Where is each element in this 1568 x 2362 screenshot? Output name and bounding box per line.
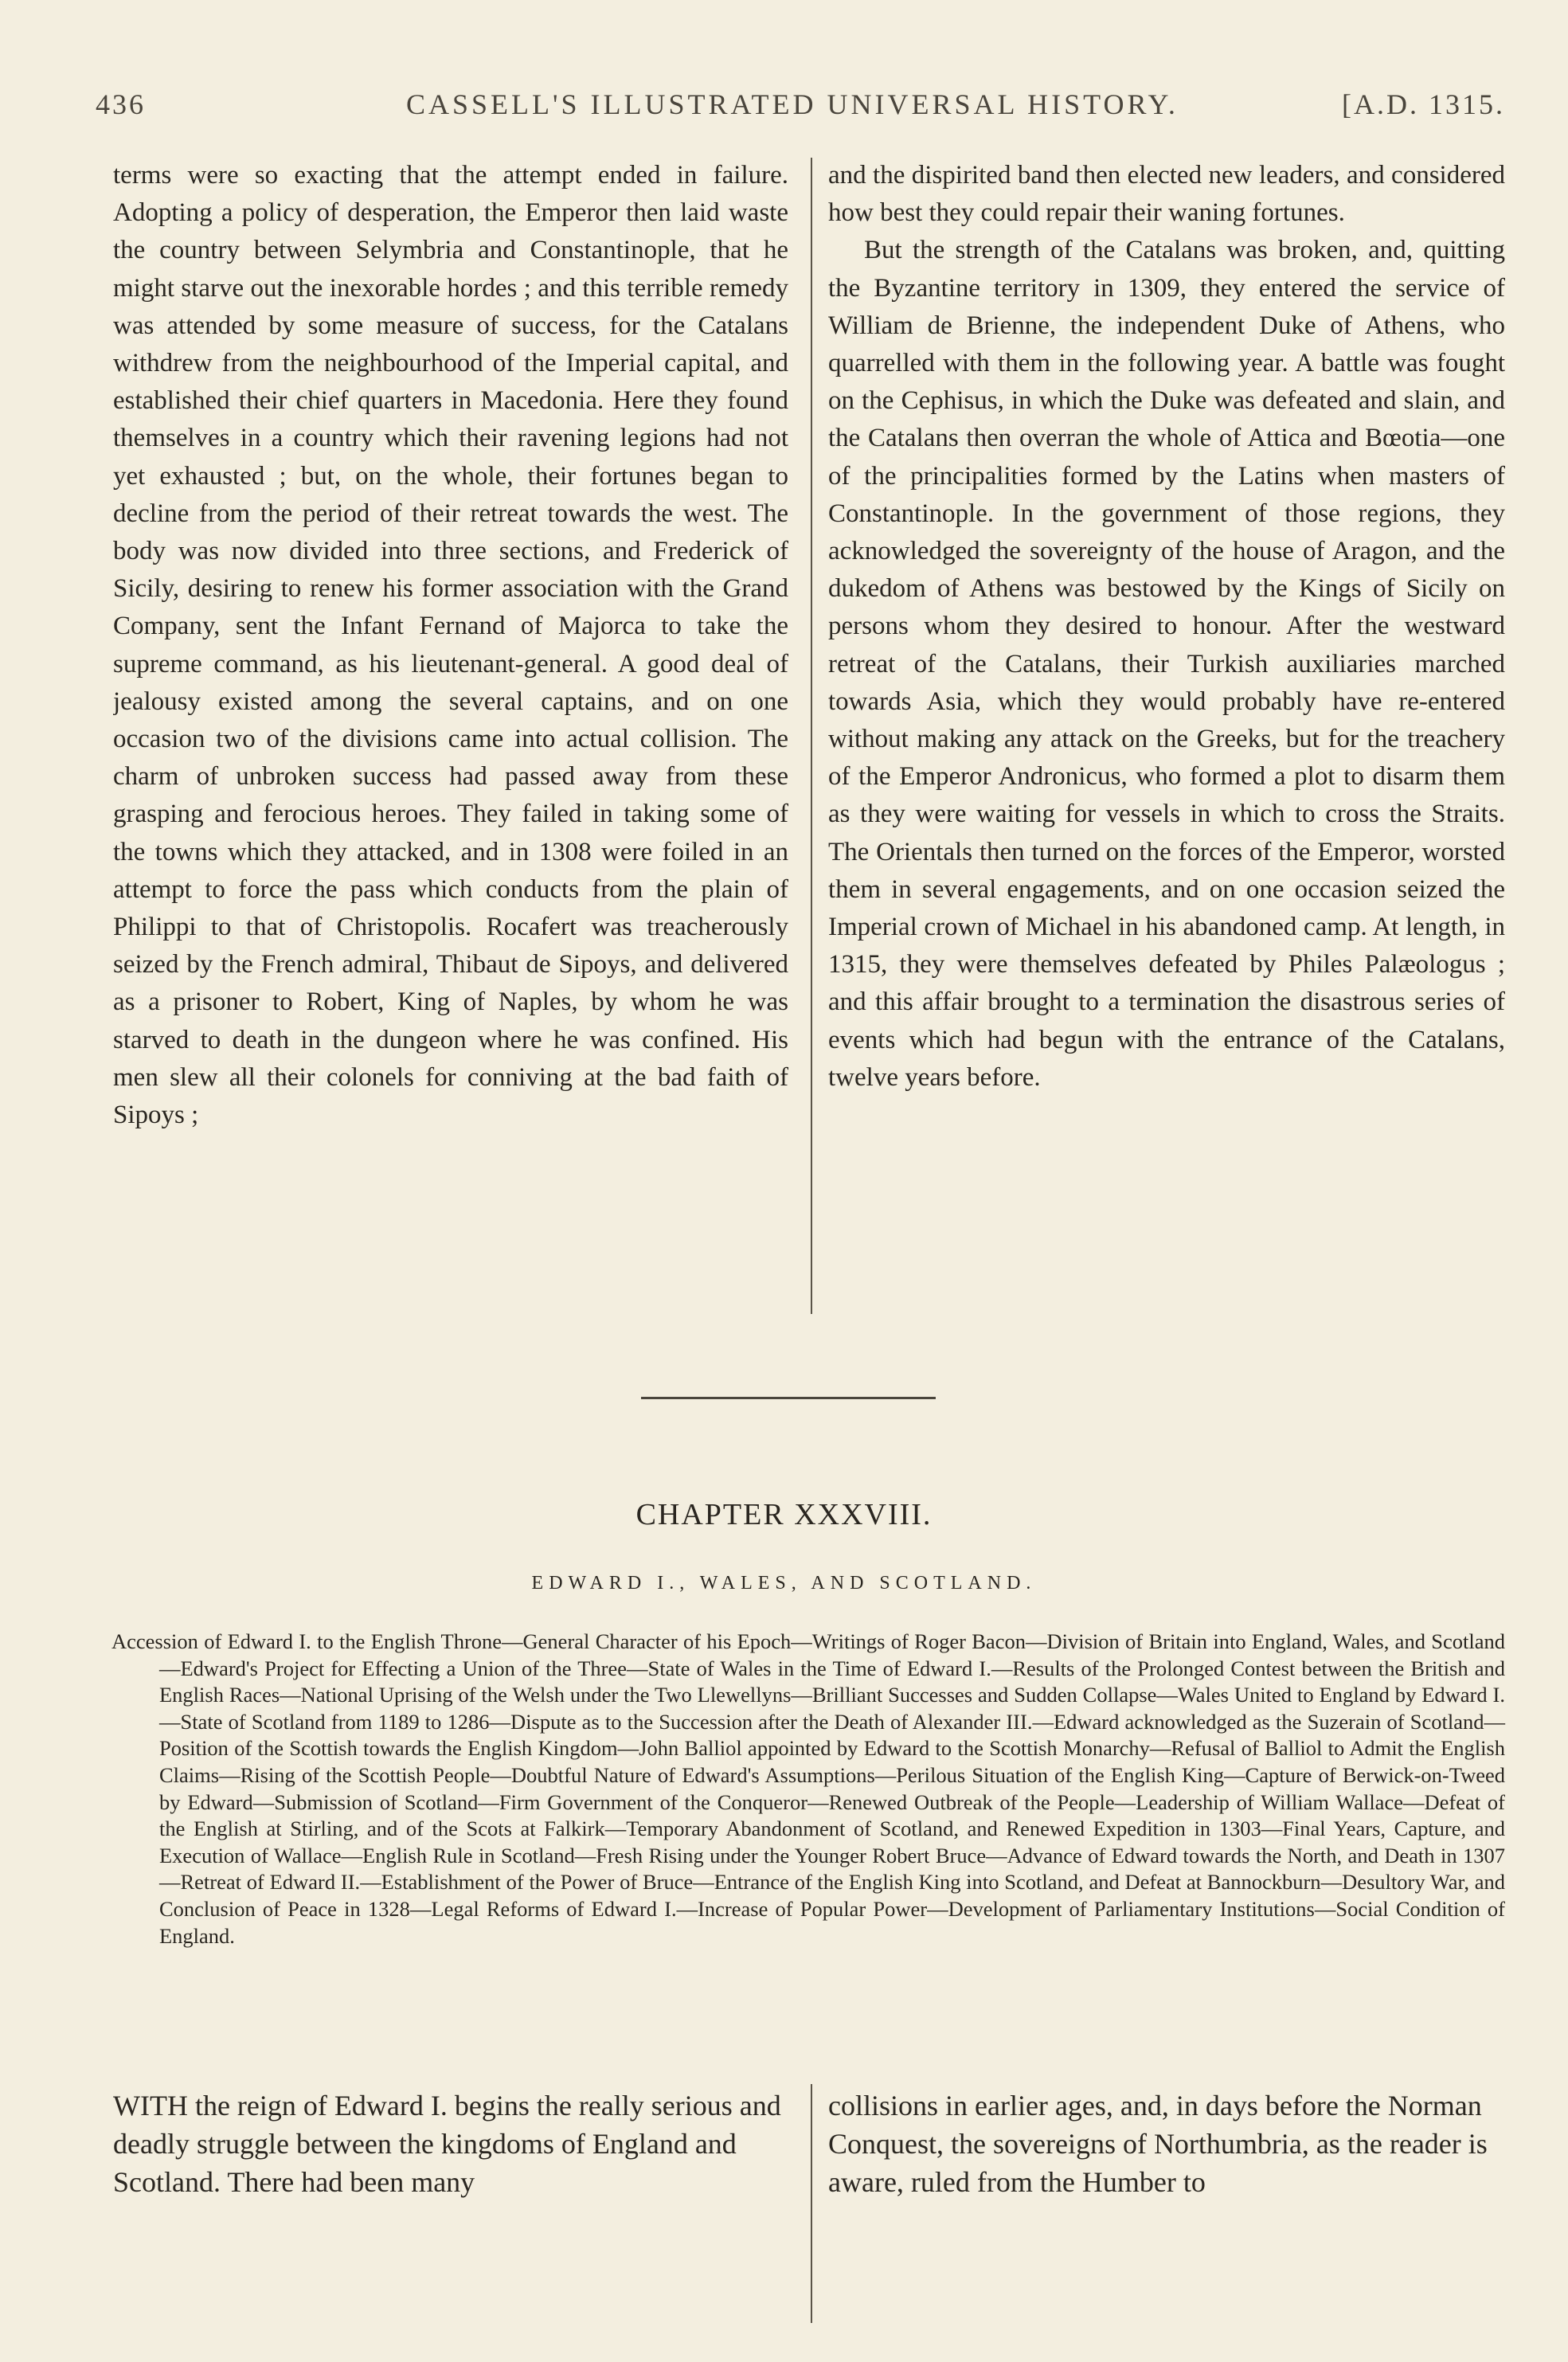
column-divider [811,2084,812,2323]
chapter-summary: Accession of Edward I. to the English Throne—General Character of his Epoch—Writings of Roger Bacon—Division of Britain into England, Wales, and Scotland—Edward's Project for Effecting a Union of the Three—State of Wales in the Time of Edward I.—Results of the Prolonged Contest between the British and English Races—National Uprising of the Welsh under the Two Llewellyns—Brilliant Successes and Sudden Collapse—Wales United to England by Edward I.—State of Scotland from 1189 to 1286—Dispute as to the Succession after the Death of Alexander III.—Edward acknowledged as the Suzerain of Scotland—Position of the Scottish towards the English Kingdom—John Balliol appointed by Edward to the Scottish Monarchy—Refusal of Balliol to Admit the English Claims—Rising of the Scottish People—Doubtful Nature of Edward's Assumptions—Perilous Situation of the English King—Capture of Berwick-on-Tweed by Edward—Submission of Scotland—Firm Government of the Conqueror—Renewed Outbreak of the People—Leadership of William Wallace—Defeat of the English at Stirling, and of the Scots at Falkirk—Temporary Abandonment of Scotland, and Renewed Expedition in 1303—Final Years, Capture, and Execution of Wallace—English Rule in Scotland—Fresh Rising under the Younger Robert Bruce—Advance of Edward towards the North, and Death in 1307—Retreat of Edward II.—Establishment of the Power of Bruce—Entrance of the English King into Scotland, and Defeat at Bannockburn—Desultory War, and Conclusion of Peace in 1328—Legal Reforms of Edward I.—Increase of Popular Power—Development of Parliamentary Institutions—Social Condition of England. [111,1629,1505,1948]
paragraph: But the strength of the Catalans was broken, and, quitting the Byzantine territory in 1309, they entered the service of William de Brienne, the independent Duke of Athens, who quarrelled with them in the following year. A battle was fought on the Cephisus, in which the Duke was defeated and slain, and the Catalans then overran the whole of Attica and Bœotia—one of the principalities formed by the Latins when masters of Constantinople. In the government of those regions, they acknowledged the sovereignty of the house of Aragon, and the dukedom of Athens was bestowed by the Kings of Sicily on persons whom they desired to honour. After the westward retreat of the Catalans, their Turkish auxiliaries marched towards Asia, which they would probably have re-entered without making any attack on the Greeks, but for the treachery of the Emperor Andronicus, who formed a plot to disarm them as they were waiting for vessels in which to cross the Straits. The Orientals then turned on the forces of the Emperor, worsted them in several engagements, and on one occasion seized the Imperial crown of Michael in his abandoned camp. At length, in 1315, they were themselves defeated by Philes Palæologus ; and this affair brought to a termination the disastrous series of events which had begun with the entrance of the Catalans, twelve years before. [828,236,1505,1092]
left-column-bottom [113,2086,788,2325]
chapter-subtitle: EDWARD I., WALES, AND SCOTLAND. [531,1573,1037,1594]
paragraph: and the dispirited band then elected new leaders, and considered how best they could repair their waning fortunes. [828,161,1505,228]
right-column-top [828,157,1505,1320]
running-title: CASSELL'S ILLUSTRATED UNIVERSAL HISTORY. [406,88,1179,120]
header-date: [A.D. 1315. [1342,88,1505,120]
running-header [96,80,1505,127]
page-number: 436 [96,88,146,120]
column-divider [811,158,812,1314]
chapter-heading: CHAPTER XXXVIII. [635,1498,933,1531]
left-column-top [113,157,788,1320]
paragraph: collisions in earlier ages, and, in days before the Norman Conquest, the sovereigns of Northumbria, as the reader is aware, ruled from the Humber to [828,2090,1488,2198]
right-column-bottom [828,2086,1505,2325]
paragraph: terms were so exacting that the attempt ended in failure. Adopting a policy of desperation, the Emperor then laid waste the country between Selymbria and Constantinople, that he might starve out the inexorable hordes ; and this terrible remedy was attended by some measure of success, for the Catalans withdrew from the neighbourhood of the Imperial capital, and established their chief quarters in Macedonia. Here they found themselves in a country which their ravening legions had not yet exhausted ; but, on the whole, their fortunes began to decline from the period of their retreat towards the west. The body was now divided into three sections, and Frederick of Sicily, desiring to renew his former association with the Grand Company, sent the Infant Fernand of Majorca to take the supreme command, as his lieutenant-general. A good deal of jealousy existed among the several captains, and on one occasion two of the divisions came into actual collision. The charm of unbroken success had passed away from these grasping and ferocious heroes. They failed in taking some of the towns which they attacked, and in 1308 were foiled in an attempt to force the pass which conducts from the plain of Philippi to that of Christopolis. Rocafert was treacherously seized by the French admiral, Thibaut de Sipoys, and delivered as a prisoner to Robert, King of Naples, by whom he was starved to death in the dungeon where he was confined. His men slew all their colonels for conniving at the bad faith of Sipoys ; [113,161,788,1130]
opening-paragraph: WITH the reign of Edward I. begins the really serious and deadly struggle between the kingdoms of England and Scotland. There had been many [113,2090,781,2198]
section-divider [641,1397,936,1399]
